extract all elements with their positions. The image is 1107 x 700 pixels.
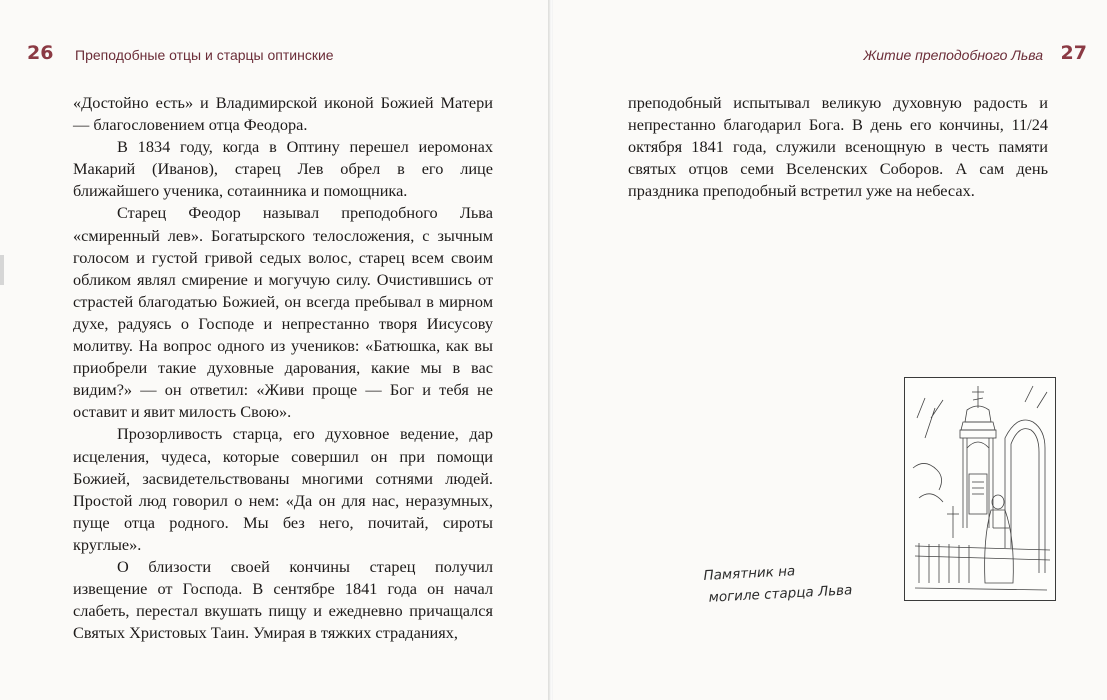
paragraph: Старец Феодор называл преподобного Льва «смиренный лев». Богатырского телосложения, с зычным голосом и густой гривой седых волос, старец всем своим обликом являл смирение и могучую силу. Очистившись от страстей благодатью Божией, он всегда пребывал в мирном духе, радуясь о Господе и непрестанно творя Иисусову молитву. На вопрос одного из учеников: «Батюшка, как вы приобрели такие духовные дарования, какие мы в вас видим?» — он ответил: «Живи проще — Бог и тебя не оставит и явит милость Свою». (73, 203, 493, 422)
paragraph: Прозорливость старца, его духовное ведение, дар исцеления, чудеса, которые совершил он при помощи Божией, засвидетельствованы многими сотнями людей. Простой люд говорил о нем: «Да он для нас, неразумных, пуще отца родного. Мы без него, почитай, сироты круглые». (73, 424, 493, 554)
scan-edge-mark (0, 255, 4, 285)
paragraph: «Достойно есть» и Владимирской иконой Божией Матери — благословением отца Феодора. (73, 93, 493, 135)
running-title-left: Преподобные отцы и старцы оптинские (75, 47, 334, 63)
paragraph: В 1834 году, когда в Оптину перешел иеромонах Макарий (Иванов), старец Лев обрел в его лице ближайшего ученика, сотаинника и помощника. (73, 137, 493, 201)
illustration-caption (703, 557, 853, 609)
paragraph: О близости своей кончины старец получил извещение от Господа. В сентябре 1841 года он начал слабеть, перестал вкушать пищу и ежедневно причащался Святых Христовых Таин. Умирая в тяжких страданиях, (73, 556, 493, 643)
page-number-right: 27 (1060, 42, 1087, 64)
running-title-right: Житие преподобного Льва (863, 47, 1043, 63)
sketch-drawing (905, 378, 1055, 600)
right-body-text (628, 92, 1048, 202)
grave-monument-sketch (904, 377, 1056, 601)
caption-line-1: Памятник на (703, 563, 796, 584)
paragraph: преподобный испытывал великую духовную радость и непрестанно благодарил Бога. В день его кончины, 11/24 октября 1841 года, служили всенощную в честь памяти святых отцов семи Вселенских Соборов. А сам день праздника преподобный встретил уже на небесах. (628, 93, 1048, 201)
caption-line-2: могиле старца Льва (708, 582, 853, 606)
left-page (0, 0, 550, 700)
page-number-left: 26 (27, 42, 54, 64)
left-body-text (73, 92, 493, 644)
right-page (553, 0, 1107, 700)
